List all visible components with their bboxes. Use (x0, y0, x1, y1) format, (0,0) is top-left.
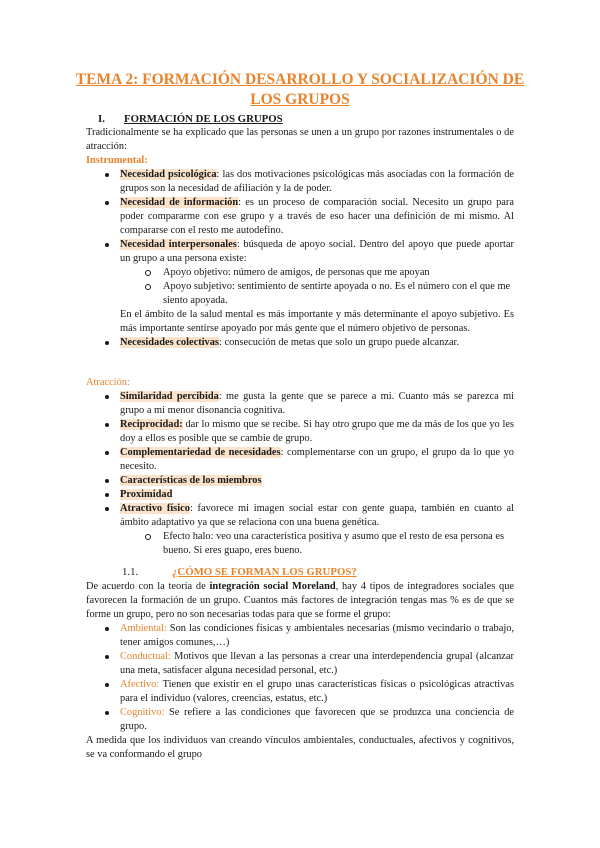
section-number: I. (98, 113, 105, 125)
integrator-tag: Cognitivo: (120, 707, 165, 718)
item-text: Se refiere a las condiciones que favorecen que se produzca una conciencia de grupo. (120, 707, 514, 732)
item-text: Motivos que llevan a las personas a crear una interdependencia grupal (alcanzar una meta, satisfacer alguna necesidad personal, etc.) (120, 651, 514, 676)
intro-paragraph: Tradicionalmente se ha explicado que las personas se unen a un grupo por razones instrumentales o de atracción: (86, 127, 514, 152)
integrators-list (86, 622, 514, 734)
moreland-paragraph (86, 580, 514, 622)
support-note: En el ámbito de la salud mental es más importante y más determinante el apoyo subjetivo. Es más importante sentirse apoyado por más gente que el número objetivo de personas. (120, 309, 514, 334)
closing-paragraph: A medida que los individuos van creando vínculos ambientales, conductuales, afectivos y cognitivos, se va conformando el grupo (86, 735, 514, 760)
item-text: : consecución de metas que solo un grupo puede alcanzar. (218, 337, 460, 348)
subsection-number: 1.1. (122, 566, 139, 578)
section-heading (98, 112, 283, 126)
list-item (86, 390, 514, 418)
list-item (86, 446, 514, 474)
moreland-term: integración social Moreland (209, 581, 336, 592)
list-item (86, 502, 514, 530)
integrator-tag: Conductual: (120, 651, 171, 662)
list-item (86, 196, 514, 238)
term-highlight: Similaridad percibida (120, 391, 219, 402)
list-item (86, 336, 514, 350)
atraccion-heading: Atracción: (86, 377, 130, 388)
moreland-pre: De acuerdo con la teoría de (86, 581, 210, 592)
item-text: Son las condiciones físicas y ambientales necesarias (mismo vecindario o trabajo, tener amigos comunes,…) (120, 623, 514, 648)
item-text: : búsqueda de apoyo social. Dentro del apoyo que puede aportar un grupo a una persona existe: (120, 239, 514, 264)
item-text: : favorece mi imagen social estar con gente guapa, también en cuanto al ámbito adaptativo ya que se relaciona con una buena genética. (120, 503, 514, 528)
sub-list-item: Apoyo objetivo: número de amigos, de personas que me apoyan (86, 266, 514, 280)
term-highlight: Necesidad de información (120, 197, 239, 208)
list-item (86, 418, 514, 446)
item-text: : es un proceso de comparación social. Necesito un grupo para poder compararme con ese grupo y a través de eso hacer una definición de mi mismo. Al compararse con el resto me autodefino. (120, 197, 514, 236)
subsection-label: ¿CÓMO SE FORMAN LOS GRUPOS? (172, 566, 357, 578)
list-item (86, 168, 514, 196)
page-title: TEMA 2: FORMACIÓN DESARROLLO Y SOCIALIZACIÓN DE LOS GRUPOS (75, 71, 525, 108)
term-highlight: Necesidad psicológica (120, 169, 217, 180)
item-text: : complementarse con un grupo, el grupo da lo que yo necesito. (120, 447, 514, 472)
list-item (86, 650, 514, 678)
instrumental-list-end (86, 336, 514, 350)
list-item (86, 678, 514, 706)
list-item (86, 488, 514, 502)
term-highlight: Complementariedad de necesidades (120, 447, 281, 458)
list-item (86, 474, 514, 488)
integrator-tag: Ambiental: (120, 623, 167, 634)
atraccion-list (86, 390, 514, 530)
list-item (86, 706, 514, 734)
term-highlight: Necesidades colectivas (120, 337, 219, 348)
content-atraccion (86, 376, 514, 558)
content-top (86, 126, 514, 350)
term-highlight: Características de los miembros (120, 475, 262, 486)
sub-list-item: Apoyo subjetivo: sentimiento de sentirte apoyada o no. Es el número con el que me siento apoyada. (86, 280, 514, 308)
instrumental-heading: Instrumental: (86, 155, 148, 166)
term-highlight: Reciprocidad: (120, 419, 183, 430)
item-text: Tienen que existir en el grupo unas características físicas o psicológicas atractivas para el individuo (valores, creencias, estatus, etc.) (120, 679, 514, 704)
sub-list-item: Efecto halo: veo una característica positiva y asumo que el resto de esa persona es bueno. Si eres guapo, eres bueno. (86, 530, 514, 558)
item-text: : me gusta la gente que se parece a mi. Cuanto más se parezca mi grupo a mi menor disonancia cognitiva. (120, 391, 514, 416)
term-highlight: Atractivo físico (120, 503, 190, 514)
subsection-heading (122, 565, 357, 579)
term-highlight: Proximidad (120, 489, 173, 500)
item-text: : las dos motivaciones psicológicas más asociadas con la formación de grupos son la necesidad de afiliación y la de poder. (120, 169, 515, 194)
term-highlight: Necesidad interpersonales (120, 239, 237, 250)
moreland-post: , hay 4 tipos de integradores sociales que favorecen la formación de un grupo. Cuantos más factores de integración tengas mas % es de que se forme un grupo, pero no son necesarias todas para que se forme el grupo: (86, 581, 515, 620)
content-moreland (86, 580, 514, 762)
support-types-list (86, 266, 514, 308)
item-text: dar lo mismo que se recibe. Si hay otro grupo que me da más de los que yo les doy a ellos es posible que se cambie de grupo. (120, 419, 514, 444)
integrator-tag: Afectivo: (120, 679, 160, 690)
list-item (86, 622, 514, 650)
section-label: FORMACIÓN DE LOS GRUPOS (124, 113, 283, 125)
halo-list (86, 530, 514, 558)
instrumental-list (86, 168, 514, 266)
list-item (86, 238, 514, 266)
